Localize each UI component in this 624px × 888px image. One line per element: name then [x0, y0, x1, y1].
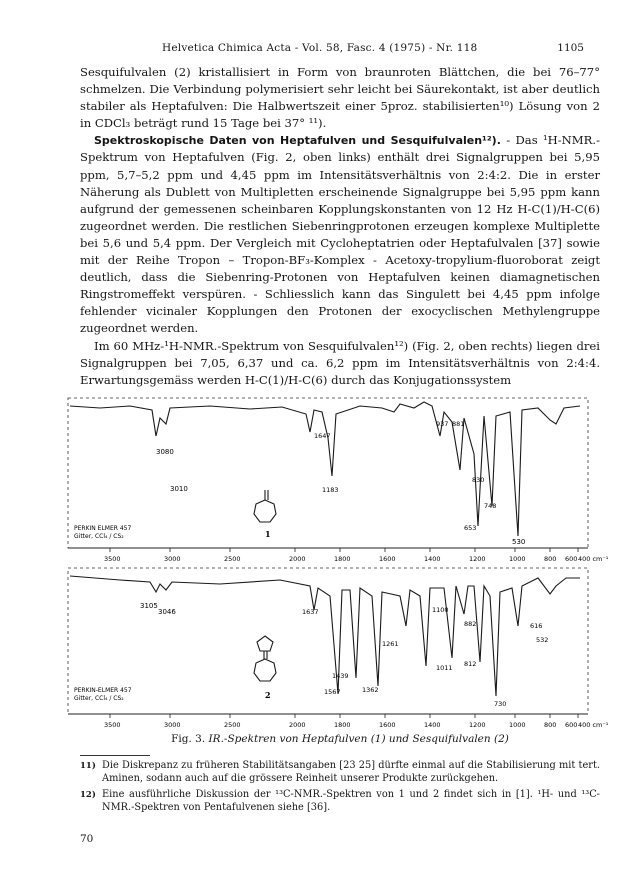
svg-text:1200: 1200	[469, 555, 486, 563]
peak-label: 1567	[324, 688, 341, 696]
peak-label: 1011	[436, 664, 453, 672]
svg-text:800: 800	[544, 555, 557, 563]
peak-label: 616	[530, 622, 543, 630]
peak-label: 1183	[322, 486, 339, 494]
x-axis-ticks	[110, 714, 578, 718]
peak-label: 830	[472, 476, 485, 484]
compound-number: 2	[265, 690, 271, 700]
svg-text:3500: 3500	[104, 555, 121, 563]
peak-label: 812	[464, 660, 477, 668]
svg-text:600: 600	[565, 721, 578, 729]
svg-text:800: 800	[544, 721, 557, 729]
peak-label: 532	[536, 636, 549, 644]
peak-label: 1637	[302, 608, 319, 616]
footnote	[80, 789, 600, 814]
spectrum-trace-1	[70, 402, 580, 536]
paragraph-text: - Das ¹H-NMR.-Spektrum von Heptafulven (Fig. 2, oben links) enthält drei Signalgruppen bei 5,95 ppm, 5,7–5,2 ppm und 4,45 ppm im Intensitätsverhältnis von 2:4:2. Die in erster Näherung als Dublett von Multipletten erscheinende Signalgruppe bei 5,95 ppm kann aufgrund der gemessenen scheinbaren Kopplungskonstanten von 12 Hz H-C(1)/H-C(6) zugeordnet werden. Die restlichen Siebenringprotonen erzeugen komplexe Multiplette bei 5,6 und 5,4 ppm. Der Vergleich mit Cycloheptatrien oder Heptafulvalen [37] sowie mit der Reihe Tropon – Tropon-BF₃-Komplex - Acetoxy-tropylium-fluoroborat zeigt deutlich, dass die Siebenring-Protonen von Heptafulven keinen diamagnetischen Ringstromeffekt verspüren. - Schliesslich kann das Singulett bei 4,45 ppm infolge fehlender vicinaler Kopplungen den Protonen der exocyclischen Methylengruppe zugeordnet werden.	[80, 133, 600, 336]
peak-label: 3010	[170, 485, 188, 493]
x-tick-labels	[104, 721, 609, 729]
svg-text:1400: 1400	[424, 721, 441, 729]
x-axis-ticks	[110, 548, 578, 552]
svg-text:3000: 3000	[164, 555, 181, 563]
instrument-label: PERKIN ELMER 457	[74, 525, 132, 532]
peak-label: 730	[494, 700, 507, 708]
paragraph: Sesquifulvalen (2) kristallisiert in Form von braunroten Blättchen, die bei 76–77° schmelzen. Die Verbindung polymerisiert sehr leicht bei Säurekontakt, ist aber deutlich stabiler als Heptafulven: Die Halbwertszeit einer 5proz. stabilisierten¹⁰) Lösung von 2 in CDCl₃ beträgt rund 15 Tage bei 37° ¹¹).	[80, 65, 600, 131]
footnote-rule	[80, 755, 150, 756]
peak-label: 882	[464, 620, 477, 628]
svg-text:1000: 1000	[509, 721, 526, 729]
peak-label: 653	[464, 524, 477, 532]
svg-text:1400: 1400	[424, 555, 441, 563]
footnote-text: Eine ausführliche Diskussion der ¹³C-NMR.-Spektren von 1 und 2 findet sich in [1]. ¹H- und ¹³C-NMR.-Spektren von Pentafulvenen siehe [36].	[102, 789, 600, 813]
section-heading: Spektroskopische Daten von Heptafulven und Sesquifulvalen¹²).	[94, 134, 501, 148]
svg-text:1000: 1000	[509, 555, 526, 563]
svg-text:2500: 2500	[224, 721, 241, 729]
paragraph	[80, 132, 600, 337]
svg-text:1600: 1600	[379, 555, 396, 563]
caption-label: Fig. 3.	[171, 733, 206, 745]
svg-text:400 cm⁻¹: 400 cm⁻¹	[578, 721, 609, 729]
peak-label: 3080	[156, 448, 174, 456]
instrument-label: PERKIN-ELMER 457	[74, 687, 132, 694]
peak-label: 1261	[382, 640, 399, 648]
folio: 70	[80, 833, 94, 845]
paragraph: Im 60 MHz-¹H-NMR.-Spektrum von Sesquifulvalen¹²) (Fig. 2, oben rechts) liegen drei Signalgruppen bei 7,05, 6,37 und ca. 6,2 ppm im Intensitätsverhältnis von 2:4:4. Erwartungsgemäss werden H-C(1)/H-C(6) durch das Konjugationssystem	[80, 338, 600, 387]
peak-label: 3046	[158, 608, 176, 616]
svg-text:2500: 2500	[224, 555, 241, 563]
conditions-label: Gitter, CCl₄ / CS₂	[74, 695, 124, 702]
svg-text:400 cm⁻¹: 400 cm⁻¹	[578, 555, 609, 563]
svg-text:1200: 1200	[469, 721, 486, 729]
peak-label: 1647	[314, 432, 331, 440]
peak-label: 1362	[362, 686, 379, 694]
svg-text:600: 600	[565, 555, 578, 563]
peak-label: 937	[436, 420, 449, 428]
body-text	[80, 64, 600, 389]
svg-text:1800: 1800	[334, 555, 351, 563]
svg-text:1800: 1800	[334, 721, 351, 729]
peak-label: 1100	[432, 606, 449, 614]
svg-text:2000: 2000	[289, 721, 306, 729]
ir-spectrum-1	[60, 396, 609, 566]
compound-number: 1	[265, 529, 271, 539]
svg-text:1600: 1600	[379, 721, 396, 729]
conditions-label: Gitter, CCl₄ / CS₂	[74, 533, 124, 540]
spectrum-trace-2	[70, 576, 580, 696]
svg-text:3000: 3000	[164, 721, 181, 729]
peak-label: 1439	[332, 672, 349, 680]
caption-text: IR.-Spektren von Heptafulven (1) und Sesquifulvalen (2)	[208, 733, 509, 745]
footnote-number: 11)	[80, 761, 96, 771]
footnote-text: Die Diskrepanz zu früheren Stabilitätsangaben [23 25] dürfte einmal auf die Stabilisierung mit tert. Aminen, sodann auch auf die grössere Reinheit unserer Produkte zurückgehen.	[102, 760, 600, 784]
footnote-number: 12)	[80, 790, 96, 800]
running-header	[78, 42, 592, 56]
ir-spectrum-2	[60, 566, 609, 732]
svg-text:3500: 3500	[104, 721, 121, 729]
footnote	[80, 760, 600, 785]
peak-label: 3105	[140, 602, 158, 610]
peak-label: 748	[484, 502, 497, 510]
journal-title: Helvetica Chimica Acta - Vol. 58, Fasc. 4 (1975) - Nr. 118	[162, 42, 478, 54]
figure-caption	[80, 733, 600, 745]
peak-label: 530	[512, 538, 526, 546]
sesquifulvalene-structure	[254, 636, 276, 681]
svg-text:2000: 2000	[289, 555, 306, 563]
heptafulvene-structure	[254, 490, 276, 522]
x-tick-labels	[104, 555, 609, 563]
peak-label: 881	[452, 420, 465, 428]
page-number: 1105	[557, 42, 584, 54]
